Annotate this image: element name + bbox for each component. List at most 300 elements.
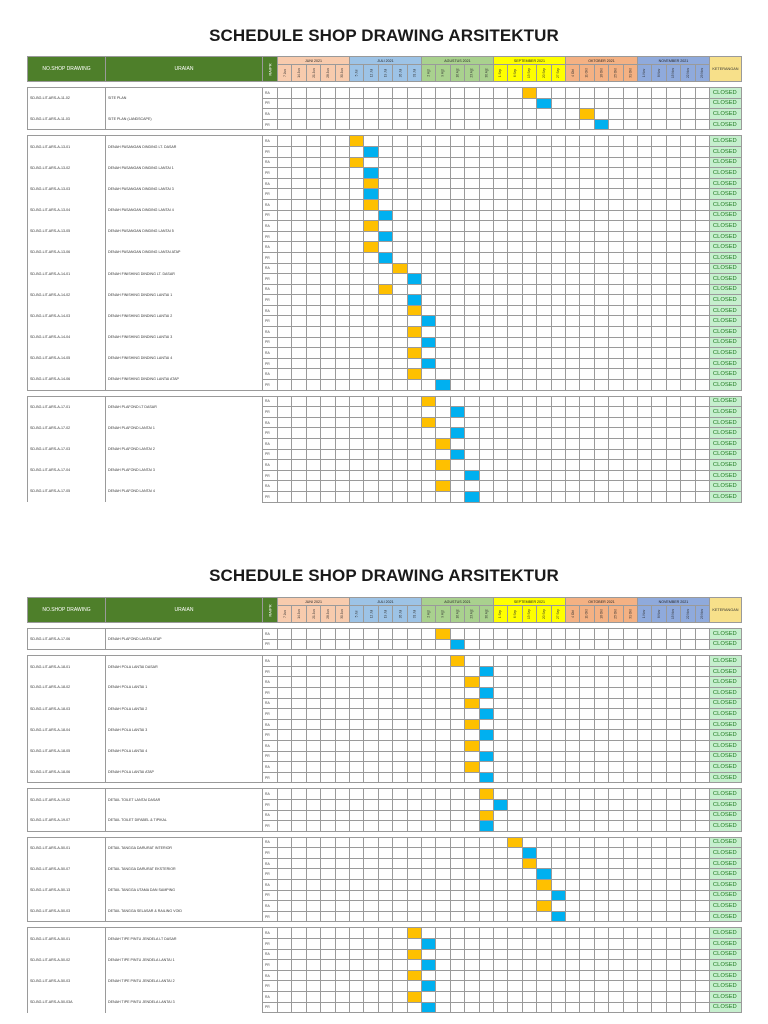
schedule-cell bbox=[450, 146, 464, 157]
row-type-label: PR bbox=[263, 639, 278, 650]
schedule-cell bbox=[637, 119, 651, 130]
schedule-cell bbox=[551, 939, 565, 950]
schedule-cell bbox=[537, 821, 551, 832]
schedule-cell bbox=[321, 981, 335, 992]
schedule-cell bbox=[580, 869, 594, 880]
schedule-cell bbox=[695, 837, 709, 848]
schedule-cell bbox=[450, 305, 464, 316]
schedule-cell bbox=[335, 295, 349, 306]
schedule-cell bbox=[364, 719, 378, 730]
schedule-cell bbox=[407, 911, 421, 922]
schedule-cell bbox=[565, 231, 579, 242]
schedule-cell bbox=[335, 305, 349, 316]
schedule-cell bbox=[522, 337, 536, 348]
schedule-cell bbox=[349, 396, 363, 407]
schedule-cell bbox=[522, 869, 536, 880]
schedule-cell bbox=[551, 491, 565, 502]
schedule-cell bbox=[278, 274, 292, 285]
schedule-cell bbox=[465, 837, 479, 848]
header-week-label: 16 Agt bbox=[455, 68, 460, 78]
schedule-cell bbox=[378, 295, 392, 306]
header-week-label: 8 Nov bbox=[657, 609, 662, 619]
schedule-cell bbox=[580, 837, 594, 848]
schedule-cell bbox=[436, 274, 450, 285]
schedule-cell bbox=[465, 949, 479, 960]
shop-drawing-number: SD-BG-LIT-ARS-A-11-02 bbox=[28, 88, 106, 109]
schedule-cell bbox=[393, 428, 407, 439]
schedule-cell bbox=[666, 263, 680, 274]
schedule-cell bbox=[378, 369, 392, 380]
schedule-cell bbox=[393, 157, 407, 168]
schedule-cell bbox=[681, 337, 695, 348]
status-badge: CLOSED bbox=[709, 992, 741, 1003]
shop-drawing-number: SD-BG-LIT-ARS-A-13-01 bbox=[28, 136, 106, 157]
schedule-cell bbox=[364, 109, 378, 120]
schedule-cell bbox=[407, 789, 421, 800]
row-type-label: PR bbox=[263, 848, 278, 859]
schedule-cell bbox=[479, 252, 493, 263]
schedule-cell bbox=[695, 740, 709, 751]
schedule-cell bbox=[522, 157, 536, 168]
schedule-cell bbox=[292, 639, 306, 650]
schedule-cell bbox=[349, 762, 363, 773]
schedule-cell bbox=[666, 762, 680, 773]
schedule-cell bbox=[594, 358, 608, 369]
schedule-cell bbox=[522, 960, 536, 971]
schedule-cell bbox=[436, 98, 450, 109]
schedule-cell bbox=[421, 109, 435, 120]
schedule-cell bbox=[393, 109, 407, 120]
schedule-cell bbox=[522, 629, 536, 640]
schedule-cell bbox=[306, 949, 320, 960]
schedule-cell bbox=[378, 449, 392, 460]
schedule-cell bbox=[537, 656, 551, 667]
schedule-cell bbox=[421, 327, 435, 338]
header-row-months bbox=[28, 598, 742, 606]
schedule-cell bbox=[666, 911, 680, 922]
schedule-cell bbox=[537, 439, 551, 450]
schedule-cell bbox=[306, 242, 320, 253]
schedule-cell bbox=[695, 656, 709, 667]
schedule-cell bbox=[479, 460, 493, 471]
schedule-cell bbox=[465, 890, 479, 901]
schedule-cell bbox=[493, 949, 507, 960]
schedule-cell bbox=[637, 970, 651, 981]
schedule-cell bbox=[522, 199, 536, 210]
schedule-cell bbox=[364, 470, 378, 481]
schedule-cell bbox=[421, 348, 435, 359]
status-badge: CLOSED bbox=[709, 263, 741, 274]
schedule-cell bbox=[681, 439, 695, 450]
schedule-cell bbox=[364, 656, 378, 667]
schedule-cell bbox=[537, 449, 551, 460]
schedule-cell bbox=[652, 772, 666, 783]
schedule-cell bbox=[580, 327, 594, 338]
header-week bbox=[407, 65, 421, 82]
schedule-cell bbox=[479, 481, 493, 492]
schedule-cell bbox=[508, 274, 522, 285]
row-type-label: RA bbox=[263, 221, 278, 232]
schedule-cell bbox=[537, 939, 551, 950]
schedule-cell bbox=[436, 439, 450, 450]
status-badge: CLOSED bbox=[709, 119, 741, 130]
schedule-cell bbox=[479, 348, 493, 359]
schedule-cell bbox=[421, 949, 435, 960]
schedule-cell bbox=[666, 687, 680, 698]
status-badge: CLOSED bbox=[709, 491, 741, 502]
header-week bbox=[623, 606, 637, 623]
schedule-cell bbox=[306, 263, 320, 274]
schedule-cell bbox=[378, 687, 392, 698]
schedule-cell bbox=[522, 98, 536, 109]
schedule-cell bbox=[537, 740, 551, 751]
schedule-cell bbox=[537, 719, 551, 730]
schedule-cell bbox=[537, 666, 551, 677]
schedule-cell bbox=[436, 901, 450, 912]
schedule-cell bbox=[407, 666, 421, 677]
schedule-cell bbox=[537, 890, 551, 901]
schedule-cell bbox=[407, 407, 421, 418]
schedule-cell bbox=[609, 901, 623, 912]
schedule-cell bbox=[522, 460, 536, 471]
schedule-cell bbox=[522, 719, 536, 730]
schedule-cell bbox=[278, 970, 292, 981]
schedule-cell bbox=[321, 396, 335, 407]
schedule-cell bbox=[321, 157, 335, 168]
schedule-cell bbox=[407, 284, 421, 295]
schedule-cell bbox=[594, 789, 608, 800]
schedule-cell bbox=[421, 417, 435, 428]
schedule-cell bbox=[565, 210, 579, 221]
schedule-cell bbox=[580, 762, 594, 773]
schedule-cell bbox=[278, 687, 292, 698]
schedule-cell bbox=[465, 88, 479, 99]
schedule-cell bbox=[306, 396, 320, 407]
schedule-cell bbox=[465, 970, 479, 981]
schedule-cell bbox=[666, 109, 680, 120]
row-type-label: PR bbox=[263, 295, 278, 306]
schedule-cell bbox=[292, 491, 306, 502]
schedule-cell bbox=[465, 199, 479, 210]
schedule-cell bbox=[681, 210, 695, 221]
schedule-cell bbox=[321, 799, 335, 810]
shop-drawing-description: DENAH TIPE PINTU JENDELA LT DASAR bbox=[106, 928, 263, 949]
schedule-cell bbox=[436, 772, 450, 783]
status-badge: CLOSED bbox=[709, 928, 741, 939]
schedule-cell bbox=[349, 709, 363, 720]
schedule-cell bbox=[623, 449, 637, 460]
schedule-cell bbox=[450, 199, 464, 210]
schedule-cell bbox=[695, 199, 709, 210]
header-week bbox=[378, 606, 392, 623]
schedule-cell bbox=[508, 629, 522, 640]
schedule-cell bbox=[349, 460, 363, 471]
schedule-cell bbox=[565, 252, 579, 263]
schedule-cell bbox=[450, 98, 464, 109]
schedule-cell bbox=[450, 178, 464, 189]
schedule-cell bbox=[666, 789, 680, 800]
schedule-cell bbox=[407, 960, 421, 971]
schedule-cell bbox=[652, 178, 666, 189]
header-week bbox=[349, 606, 363, 623]
schedule-cell bbox=[407, 869, 421, 880]
schedule-cell bbox=[306, 928, 320, 939]
schedule-cell bbox=[594, 698, 608, 709]
schedule-cell bbox=[537, 428, 551, 439]
schedule-cell bbox=[479, 449, 493, 460]
header-month: AGUSTUS 2021 bbox=[421, 598, 493, 606]
row-type-label: PR bbox=[263, 358, 278, 369]
schedule-cell bbox=[479, 168, 493, 179]
schedule-cell bbox=[349, 730, 363, 741]
schedule-cell bbox=[436, 460, 450, 471]
schedule-cell bbox=[594, 960, 608, 971]
schedule-cell bbox=[594, 992, 608, 1003]
schedule-cell bbox=[637, 709, 651, 720]
schedule-cell bbox=[652, 687, 666, 698]
schedule-cell bbox=[493, 730, 507, 741]
schedule-cell bbox=[378, 274, 392, 285]
header-week bbox=[580, 606, 594, 623]
shop-drawing-description: DENAH TIPE PINTU JENDELA LANTAI 3 bbox=[106, 992, 263, 1013]
schedule-cell bbox=[551, 960, 565, 971]
schedule-cell bbox=[278, 210, 292, 221]
schedule-cell bbox=[421, 890, 435, 901]
schedule-cell bbox=[479, 928, 493, 939]
status-badge: CLOSED bbox=[709, 316, 741, 327]
schedule-cell bbox=[623, 821, 637, 832]
status-badge: CLOSED bbox=[709, 656, 741, 667]
schedule-cell bbox=[493, 821, 507, 832]
schedule-cell bbox=[695, 146, 709, 157]
schedule-cell bbox=[681, 221, 695, 232]
schedule-cell bbox=[306, 157, 320, 168]
schedule-cell bbox=[450, 460, 464, 471]
schedule-cell bbox=[393, 348, 407, 359]
schedule-cell bbox=[393, 901, 407, 912]
schedule-cell bbox=[421, 231, 435, 242]
header-week-label: 4 Okt bbox=[570, 69, 575, 77]
schedule-cell bbox=[594, 869, 608, 880]
schedule-cell bbox=[436, 178, 450, 189]
schedule-cell bbox=[349, 772, 363, 783]
schedule-cell bbox=[335, 970, 349, 981]
header-week-label: 30 Agt bbox=[484, 609, 489, 619]
header-week-label: 25 Okt bbox=[613, 68, 618, 78]
schedule-cell bbox=[609, 470, 623, 481]
schedule-cell bbox=[594, 1002, 608, 1013]
schedule-cell bbox=[623, 709, 637, 720]
schedule-cell bbox=[278, 730, 292, 741]
shop-drawing-number: SD-BG-LIT-ARS-A-19-07 bbox=[28, 810, 106, 831]
header-week bbox=[493, 606, 507, 623]
schedule-cell bbox=[407, 327, 421, 338]
schedule-cell bbox=[421, 629, 435, 640]
schedule-cell bbox=[666, 869, 680, 880]
schedule-cell bbox=[321, 848, 335, 859]
schedule-cell bbox=[565, 666, 579, 677]
header-month: SEPTEMBER 2021 bbox=[493, 57, 565, 65]
schedule-cell bbox=[393, 719, 407, 730]
schedule-cell bbox=[292, 428, 306, 439]
schedule-cell bbox=[436, 417, 450, 428]
schedule-cell bbox=[421, 178, 435, 189]
schedule-cell bbox=[695, 901, 709, 912]
schedule-cell bbox=[508, 189, 522, 200]
schedule-cell bbox=[393, 709, 407, 720]
schedule-cell bbox=[278, 762, 292, 773]
schedule-cell bbox=[436, 136, 450, 147]
schedule-cell bbox=[565, 992, 579, 1003]
schedule-cell bbox=[407, 740, 421, 751]
schedule-cell bbox=[436, 242, 450, 253]
header-week bbox=[551, 65, 565, 82]
schedule-cell bbox=[522, 284, 536, 295]
schedule-cell bbox=[695, 762, 709, 773]
schedule-cell bbox=[436, 168, 450, 179]
schedule-cell bbox=[609, 327, 623, 338]
schedule-cell bbox=[465, 221, 479, 232]
schedule-cell bbox=[522, 274, 536, 285]
row-type-label: PR bbox=[263, 168, 278, 179]
schedule-cell bbox=[537, 136, 551, 147]
schedule-cell bbox=[321, 274, 335, 285]
schedule-cell bbox=[465, 869, 479, 880]
schedule-cell bbox=[537, 981, 551, 992]
schedule-cell bbox=[637, 348, 651, 359]
schedule-cell bbox=[450, 848, 464, 859]
schedule-cell bbox=[278, 698, 292, 709]
shop-drawing-description: DENAH POLA LANTAI 1 bbox=[106, 677, 263, 698]
schedule-cell bbox=[609, 858, 623, 869]
schedule-cell bbox=[652, 719, 666, 730]
schedule-cell bbox=[551, 772, 565, 783]
schedule-cell bbox=[292, 837, 306, 848]
schedule-cell bbox=[364, 960, 378, 971]
schedule-cell bbox=[681, 231, 695, 242]
schedule-cell bbox=[666, 928, 680, 939]
status-badge: CLOSED bbox=[709, 949, 741, 960]
schedule-cell bbox=[407, 799, 421, 810]
schedule-cell bbox=[695, 789, 709, 800]
schedule-cell bbox=[609, 869, 623, 880]
schedule-cell bbox=[666, 178, 680, 189]
schedule-cell bbox=[278, 407, 292, 418]
schedule-cell bbox=[407, 98, 421, 109]
schedule-cell bbox=[551, 799, 565, 810]
schedule-cell bbox=[580, 221, 594, 232]
schedule-cell bbox=[378, 981, 392, 992]
schedule-cell bbox=[695, 136, 709, 147]
schedule-cell bbox=[551, 880, 565, 891]
schedule-cell bbox=[292, 481, 306, 492]
shop-drawing-description: SITE PLAN bbox=[106, 88, 263, 109]
schedule-cell bbox=[378, 677, 392, 688]
schedule-cell bbox=[637, 407, 651, 418]
schedule-cell bbox=[666, 470, 680, 481]
schedule-cell bbox=[436, 949, 450, 960]
schedule-cell bbox=[508, 305, 522, 316]
schedule-cell bbox=[623, 178, 637, 189]
schedule-cell bbox=[551, 928, 565, 939]
schedule-cell bbox=[666, 98, 680, 109]
schedule-cell bbox=[450, 337, 464, 348]
schedule-cell bbox=[393, 491, 407, 502]
schedule-cell bbox=[450, 789, 464, 800]
schedule-cell bbox=[479, 221, 493, 232]
schedule-cell bbox=[465, 396, 479, 407]
row-type-label: PR bbox=[263, 380, 278, 391]
schedule-cell bbox=[537, 327, 551, 338]
schedule-cell bbox=[407, 231, 421, 242]
schedule-cell bbox=[321, 772, 335, 783]
schedule-cell bbox=[493, 677, 507, 688]
schedule-cell bbox=[407, 491, 421, 502]
schedule-cell bbox=[623, 460, 637, 471]
schedule-cell bbox=[681, 869, 695, 880]
schedule-cell bbox=[666, 939, 680, 950]
shop-drawing-description: DETAIL TOILET LANTAI DASAR bbox=[106, 789, 263, 810]
schedule-cell bbox=[335, 98, 349, 109]
schedule-cell bbox=[508, 98, 522, 109]
schedule-cell bbox=[565, 146, 579, 157]
schedule-cell bbox=[522, 970, 536, 981]
schedule-cell bbox=[393, 992, 407, 1003]
schedule-cell bbox=[580, 146, 594, 157]
schedule-cell bbox=[364, 869, 378, 880]
schedule-cell bbox=[609, 109, 623, 120]
status-badge: CLOSED bbox=[709, 407, 741, 418]
schedule-cell bbox=[493, 656, 507, 667]
schedule-cell bbox=[623, 740, 637, 751]
header-week-label: 14 Jun bbox=[297, 609, 302, 619]
schedule-cell bbox=[321, 656, 335, 667]
schedule-cell bbox=[436, 380, 450, 391]
schedule-cell bbox=[580, 481, 594, 492]
schedule-cell bbox=[609, 417, 623, 428]
schedule-cell bbox=[335, 740, 349, 751]
schedule-cell bbox=[508, 799, 522, 810]
schedule-cell bbox=[652, 439, 666, 450]
header-week-label: 31 Jul bbox=[412, 68, 417, 78]
header-month: NOVEMBER 2021 bbox=[637, 598, 709, 606]
schedule-cell bbox=[681, 709, 695, 720]
schedule-cell bbox=[465, 316, 479, 327]
schedule-cell bbox=[537, 837, 551, 848]
schedule-cell bbox=[450, 109, 464, 120]
schedule-cell bbox=[537, 491, 551, 502]
schedule-cell bbox=[580, 305, 594, 316]
header-week bbox=[537, 606, 551, 623]
schedule-cell bbox=[393, 821, 407, 832]
header-week bbox=[278, 65, 292, 82]
schedule-cell bbox=[450, 189, 464, 200]
schedule-cell bbox=[335, 199, 349, 210]
schedule-cell bbox=[623, 656, 637, 667]
schedule-cell bbox=[421, 677, 435, 688]
schedule-cell bbox=[695, 481, 709, 492]
schedule-cell bbox=[292, 274, 306, 285]
schedule-cell bbox=[493, 970, 507, 981]
row-type-label: PR bbox=[263, 821, 278, 832]
schedule-cell bbox=[681, 981, 695, 992]
schedule-cell bbox=[508, 789, 522, 800]
schedule-cell bbox=[378, 789, 392, 800]
schedule-cell bbox=[378, 491, 392, 502]
schedule-cell bbox=[493, 316, 507, 327]
header-week-label: 6 Sep bbox=[513, 609, 518, 619]
schedule-cell bbox=[637, 949, 651, 960]
